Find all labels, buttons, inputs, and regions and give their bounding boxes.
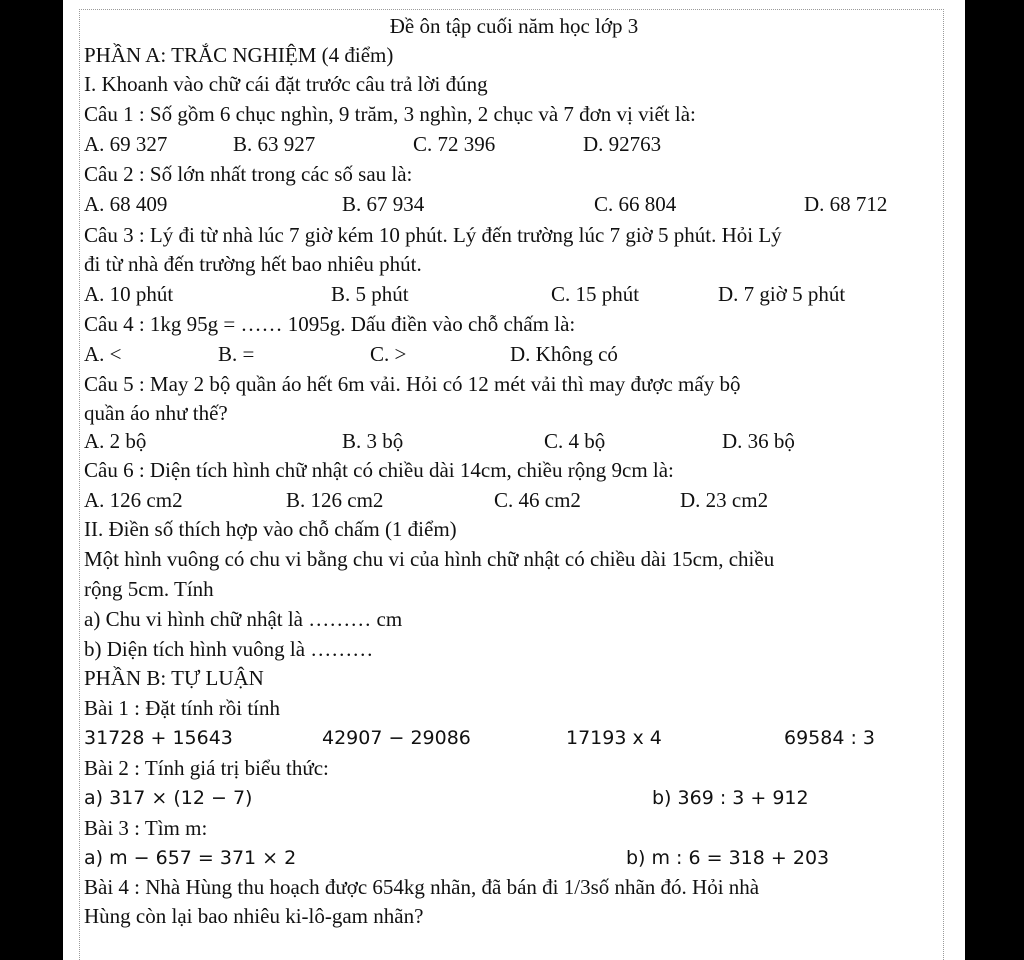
option-c: C. 4 bộ: [544, 429, 606, 453]
bai-1-heading: Bài 1 : Đặt tính rồi tính: [84, 696, 280, 720]
question-3: Câu 3 : Lý đi từ nhà lúc 7 giờ kém 10 phút. Lý đến trường lúc 7 giờ 5 phút. Hỏi Lý: [84, 223, 782, 247]
question-6: Câu 6 : Diện tích hình chữ nhật có chiều dài 14cm, chiều rộng 9cm là:: [84, 458, 674, 482]
equation-b: b) m : 6 = 318 + 203: [626, 847, 830, 869]
option-d: D. 23 cm2: [680, 488, 769, 512]
option-b: B. 67 934: [342, 192, 425, 216]
option-a: A. 10 phút: [84, 282, 174, 306]
bai-4-text-continuation: Hùng còn lại bao nhiêu ki-lô-gam nhãn?: [84, 904, 424, 928]
exercise-subtraction: 42907 − 29086: [322, 727, 471, 749]
part-a-heading: PHẦN A: TRẮC NGHIỆM (4 điểm): [84, 43, 394, 67]
question-2: Câu 2 : Số lớn nhất trong các số sau là:: [84, 162, 413, 186]
question-3-continuation: đi từ nhà đến trường hết bao nhiêu phút.: [84, 252, 422, 276]
page-border: [79, 9, 944, 960]
option-d: D. 36 bộ: [722, 429, 795, 453]
exercise-multiplication: 17193 x 4: [566, 727, 662, 749]
question-5-continuation: quần áo như thế?: [84, 401, 228, 425]
option-b: B. 3 bộ: [342, 429, 404, 453]
part-b-heading: PHẦN B: TỰ LUẬN: [84, 666, 264, 690]
option-d: D. Không có: [510, 342, 618, 366]
section-2-item-b: b) Diện tích hình vuông là ………: [84, 637, 374, 661]
option-a: A. <: [84, 342, 122, 366]
option-c: C. 46 cm2: [494, 488, 581, 512]
option-c: C. >: [370, 342, 407, 366]
exercise-addition: 31728 + 15643: [84, 727, 233, 749]
section-2-heading: II. Điền số thích hợp vào chỗ chấm (1 điểm): [84, 517, 457, 541]
option-a: A. 68 409: [84, 192, 168, 216]
section-1-heading: I. Khoanh vào chữ cái đặt trước câu trả lời đúng: [84, 72, 488, 96]
document-page: [63, 0, 965, 960]
bai-4-text: Bài 4 : Nhà Hùng thu hoạch được 654kg nhãn, đã bán đi 1/3số nhãn đó. Hỏi nhà: [84, 875, 760, 899]
option-a: A. 69 327: [84, 132, 168, 156]
option-b: B. 5 phút: [331, 282, 409, 306]
section-2-item-a: a) Chu vi hình chữ nhật là ……… cm: [84, 607, 403, 631]
question-5: Câu 5 : May 2 bộ quần áo hết 6m vải. Hỏi có 12 mét vải thì may được mấy bộ: [84, 372, 741, 396]
option-c: C. 72 396: [413, 132, 496, 156]
option-b: B. 126 cm2: [286, 488, 384, 512]
option-a: A. 2 bộ: [84, 429, 147, 453]
option-d: D. 7 giờ 5 phút: [718, 282, 846, 306]
bai-3-heading: Bài 3 : Tìm m:: [84, 816, 208, 840]
option-b: B. =: [218, 342, 255, 366]
document-title: Đề ôn tập cuối năm học lớp 3: [389, 14, 639, 38]
exercise-division: 69584 : 3: [784, 727, 876, 749]
bai-2-heading: Bài 2 : Tính giá trị biểu thức:: [84, 756, 329, 780]
expression-a: a) 317 × (12 − 7): [84, 787, 253, 809]
section-2-text: Một hình vuông có chu vi bằng chu vi của hình chữ nhật có chiều dài 15cm, chiều: [84, 547, 775, 571]
option-c: C. 15 phút: [551, 282, 640, 306]
equation-a: a) m − 657 = 371 × 2: [84, 847, 297, 869]
option-b: B. 63 927: [233, 132, 316, 156]
option-c: C. 66 804: [594, 192, 677, 216]
expression-b: b) 369 : 3 + 912: [652, 787, 809, 809]
question-1: Câu 1 : Số gồm 6 chục nghìn, 9 trăm, 3 nghìn, 2 chục và 7 đơn vị viết là:: [84, 102, 696, 126]
question-4: Câu 4 : 1kg 95g = …… 1095g. Dấu điền vào chỗ chấm là:: [84, 312, 576, 336]
option-a: A. 126 cm2: [84, 488, 183, 512]
option-d: D. 68 712: [804, 192, 888, 216]
option-d: D. 92763: [583, 132, 662, 156]
section-2-text-continuation: rộng 5cm. Tính: [84, 577, 214, 601]
